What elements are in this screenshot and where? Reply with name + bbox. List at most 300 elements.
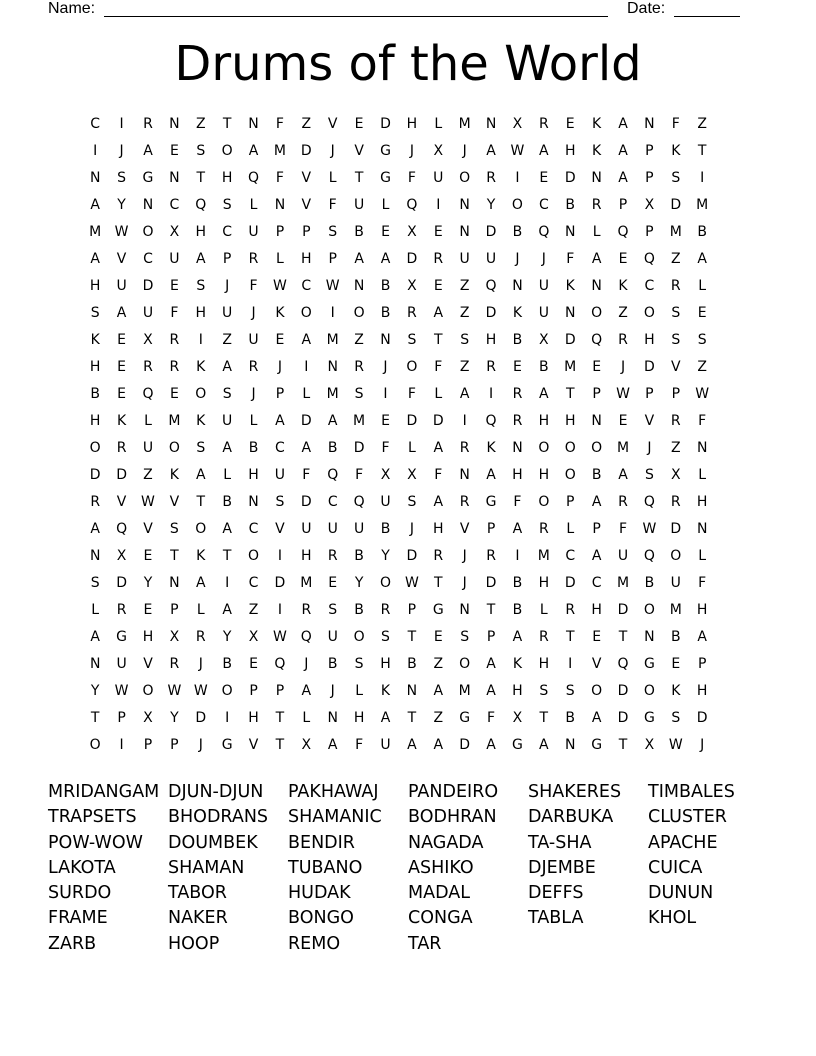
grid-letter: W: [273, 629, 287, 645]
word-list-item: PANDEIRO: [408, 782, 499, 802]
grid-letter: O: [248, 548, 260, 564]
grid-letter: O: [459, 656, 471, 672]
grid-letter: E: [117, 359, 127, 375]
grid-letter: Q: [248, 170, 260, 186]
grid-letter: D: [564, 575, 576, 591]
grid-letter: R: [486, 548, 496, 564]
grid-letter: W: [616, 386, 630, 402]
grid-letter: T: [486, 602, 496, 618]
grid-letter: V: [143, 656, 153, 672]
grid-letter: F: [302, 467, 311, 483]
grid-letter: A: [222, 440, 232, 456]
grid-letter: R: [670, 413, 681, 429]
grid-letter: D: [485, 224, 497, 240]
grid-letter: N: [591, 170, 602, 186]
grid-letter: L: [539, 602, 548, 618]
grid-letter: Q: [485, 413, 497, 429]
grid-letter: A: [327, 737, 338, 753]
grid-letter: E: [592, 359, 602, 375]
grid-letter: L: [223, 467, 232, 483]
grid-letter: A: [248, 143, 259, 159]
word-list-item: SHAKERES: [528, 782, 622, 802]
grid-letter: Q: [591, 332, 603, 348]
grid-letter: M: [564, 359, 577, 375]
grid-letter: G: [380, 143, 391, 159]
word-list-item: DJUN-DJUN: [168, 782, 264, 802]
grid-letter: T: [196, 170, 206, 186]
grid-letter: J: [119, 143, 124, 159]
grid-letter: Z: [143, 467, 153, 483]
grid-letter: T: [275, 737, 285, 753]
grid-letter: R: [512, 413, 523, 429]
grid-letter: R: [90, 494, 101, 510]
grid-letter: I: [119, 737, 124, 753]
grid-letter: O: [168, 440, 180, 456]
grid-letter: P: [328, 251, 337, 267]
grid-letter: R: [486, 170, 496, 186]
grid-letter: Y: [90, 683, 100, 699]
grid-letter: R: [195, 629, 206, 645]
grid-letter: P: [275, 224, 285, 240]
grid-letter: E: [249, 656, 258, 672]
grid-letter: R: [538, 116, 549, 132]
grid-letter: B: [354, 602, 364, 618]
grid-letter: C: [644, 278, 655, 294]
grid-letter: O: [538, 440, 550, 456]
grid-letter: D: [617, 602, 629, 618]
grid-letter: G: [432, 602, 444, 618]
grid-letter: H: [564, 413, 576, 429]
grid-letter: K: [116, 413, 127, 429]
grid-letter: A: [618, 143, 628, 159]
grid-letter: Z: [697, 116, 707, 132]
grid-letter: I: [93, 143, 98, 159]
grid-letter: E: [328, 575, 338, 591]
grid-letter: Y: [381, 548, 390, 564]
grid-letter: Q: [643, 251, 655, 267]
grid-letter: F: [434, 359, 443, 375]
grid-letter: Y: [117, 197, 126, 213]
grid-letter: O: [195, 386, 207, 402]
grid-letter: Z: [459, 305, 470, 321]
grid-letter: E: [618, 413, 628, 429]
grid-letter: U: [433, 170, 444, 186]
grid-letter: O: [564, 467, 576, 483]
grid-row: [82, 192, 742, 219]
grid-letter: V: [143, 521, 153, 537]
grid-letter: T: [565, 386, 575, 402]
grid-letter: I: [488, 386, 494, 402]
grid-row: [82, 300, 742, 327]
grid-letter: N: [696, 440, 708, 456]
grid-letter: E: [671, 656, 681, 672]
grid-letter: L: [196, 602, 205, 618]
grid-letter: U: [538, 305, 549, 321]
grid-letter: W: [668, 737, 683, 753]
word-list-item: SHAMANIC: [288, 807, 382, 828]
word-list-item: DJEMBE: [528, 857, 596, 878]
grid-letter: C: [275, 440, 285, 456]
word-list-item: BODHRAN: [408, 807, 497, 828]
grid-letter: A: [486, 737, 496, 753]
word-list-item: TA-SHA: [528, 832, 592, 853]
grid-row: [82, 408, 742, 435]
grid-letter: I: [225, 710, 230, 726]
grid-letter: L: [249, 413, 258, 429]
grid-letter: L: [355, 683, 363, 699]
grid-letter: P: [222, 251, 232, 267]
grid-letter: O: [89, 737, 101, 753]
word-list-item: NAGADA: [408, 832, 484, 853]
grid-letter: U: [248, 332, 259, 348]
grid-letter: J: [647, 440, 652, 456]
grid-letter: S: [354, 386, 364, 402]
grid-letter: O: [142, 683, 154, 699]
grid-letter: N: [380, 332, 391, 348]
grid-letter: S: [407, 332, 417, 348]
grid-letter: K: [196, 359, 206, 375]
grid-letter: A: [195, 575, 206, 591]
grid-letter: H: [248, 467, 259, 483]
grid-letter: S: [565, 683, 575, 699]
grid-letter: B: [327, 656, 338, 672]
grid-letter: A: [116, 305, 127, 321]
grid-letter: Q: [300, 629, 312, 645]
grid-letter: E: [381, 413, 390, 429]
grid-letter: Y: [170, 710, 179, 726]
grid-letter: G: [459, 710, 471, 726]
grid-letter: E: [381, 224, 390, 240]
grid-letter: K: [512, 305, 523, 321]
grid-letter: N: [591, 278, 602, 294]
grid-letter: L: [592, 224, 601, 240]
grid-letter: B: [512, 224, 523, 240]
grid-letter: A: [433, 305, 444, 321]
grid-letter: V: [301, 170, 312, 186]
grid-letter: C: [222, 224, 233, 240]
grid-letter: O: [591, 440, 603, 456]
grid-letter: M: [353, 413, 366, 429]
grid-letter: S: [697, 332, 707, 348]
grid-letter: J: [304, 656, 309, 672]
grid-letter: J: [409, 521, 414, 537]
grid-letter: J: [198, 737, 203, 753]
grid-letter: Q: [406, 197, 418, 213]
grid-row: [82, 516, 742, 543]
grid-letter: L: [328, 170, 337, 186]
grid-letter: I: [225, 575, 230, 591]
grid-letter: W: [510, 143, 525, 159]
grid-letter: Q: [617, 656, 629, 672]
word-list-item: DUNUN: [648, 883, 714, 904]
grid-letter: H: [564, 143, 576, 159]
grid-letter: Z: [459, 278, 470, 294]
grid-letter: O: [591, 305, 603, 321]
grid-letter: R: [618, 494, 628, 510]
grid-letter: P: [566, 494, 575, 510]
grid-letter: N: [169, 170, 180, 186]
grid-letter: E: [433, 224, 443, 240]
word-list-item: PAKHAWAJ: [288, 782, 379, 802]
word-list-row: [48, 856, 778, 881]
grid-letter: T: [275, 710, 285, 726]
grid-row: [82, 165, 742, 192]
grid-letter: B: [90, 386, 100, 402]
word-list-item: APACHE: [648, 832, 718, 853]
grid-letter: Z: [222, 332, 232, 348]
grid-row: [82, 435, 742, 462]
word-list-item: NAKER: [168, 908, 228, 929]
grid-letter: S: [196, 440, 206, 456]
grid-letter: M: [168, 413, 181, 429]
grid-letter: T: [697, 143, 707, 159]
grid-letter: F: [671, 116, 680, 132]
grid-letter: J: [198, 656, 203, 672]
grid-letter: M: [300, 575, 313, 591]
grid-letter: H: [221, 170, 233, 186]
grid-letter: P: [117, 710, 126, 726]
grid-letter: S: [460, 629, 470, 645]
grid-letter: K: [196, 548, 206, 564]
grid-letter: C: [248, 575, 259, 591]
worksheet-header: [48, 0, 748, 20]
grid-letter: B: [644, 575, 655, 591]
grid-letter: I: [277, 548, 282, 564]
grid-letter: E: [143, 548, 153, 564]
grid-letter: L: [381, 197, 390, 213]
grid-letter: I: [436, 197, 441, 213]
grid-letter: F: [513, 494, 522, 510]
grid-letter: Z: [354, 332, 364, 348]
grid-letter: L: [434, 116, 443, 132]
grid-row: [82, 678, 742, 705]
grid-letter: R: [169, 359, 180, 375]
grid-letter: N: [564, 224, 576, 240]
grid-letter: M: [89, 224, 102, 240]
grid-letter: N: [696, 521, 708, 537]
grid-letter: A: [195, 251, 206, 267]
grid-letter: I: [462, 413, 467, 429]
grid-letter: R: [670, 278, 681, 294]
grid-letter: P: [143, 737, 153, 753]
grid-letter: A: [143, 143, 153, 159]
grid-letter: O: [643, 683, 655, 699]
grid-letter: D: [564, 170, 576, 186]
grid-letter: R: [538, 629, 549, 645]
grid-letter: D: [670, 521, 682, 537]
grid-row: [82, 489, 742, 516]
grid-letter: Z: [195, 116, 206, 132]
grid-letter: R: [433, 548, 444, 564]
grid-letter: P: [170, 602, 179, 618]
grid-letter: I: [515, 170, 520, 186]
grid-row: [82, 219, 742, 246]
grid-letter: M: [273, 143, 286, 159]
grid-letter: B: [380, 278, 391, 294]
grid-letter: F: [618, 521, 628, 537]
word-list-item: CUICA: [648, 857, 703, 878]
grid-letter: Y: [143, 575, 153, 591]
grid-letter: S: [275, 494, 285, 510]
grid-row: [82, 246, 742, 273]
grid-letter: Q: [538, 224, 550, 240]
word-list-row: [48, 805, 778, 830]
date-field[interactable]: [674, 16, 740, 17]
grid-letter: F: [698, 413, 707, 429]
grid-letter: A: [301, 332, 312, 348]
grid-letter: X: [143, 332, 153, 348]
grid-letter: J: [277, 359, 282, 375]
grid-letter: N: [564, 305, 576, 321]
grid-letter: N: [406, 683, 418, 699]
grid-letter: Z: [301, 116, 312, 132]
grid-letter: Q: [485, 278, 497, 294]
grid-letter: V: [327, 116, 338, 132]
grid-letter: A: [539, 143, 549, 159]
name-label: Name:: [48, 0, 96, 17]
grid-letter: E: [592, 629, 602, 645]
grid-row: [82, 381, 742, 408]
grid-letter: X: [670, 467, 681, 483]
grid-letter: M: [458, 116, 471, 132]
grid-letter: D: [670, 197, 682, 213]
grid-letter: X: [407, 467, 417, 483]
grid-letter: H: [696, 494, 708, 510]
grid-letter: H: [380, 656, 391, 672]
grid-letter: W: [114, 683, 129, 699]
grid-letter: H: [512, 683, 523, 699]
grid-letter: H: [538, 656, 550, 672]
grid-letter: X: [644, 737, 655, 753]
grid-letter: H: [512, 467, 523, 483]
grid-letter: S: [169, 521, 179, 537]
grid-letter: H: [433, 521, 444, 537]
grid-letter: M: [616, 575, 630, 591]
grid-letter: I: [277, 602, 282, 618]
grid-letter: U: [485, 251, 497, 267]
grid-letter: D: [696, 710, 708, 726]
grid-letter: Q: [195, 197, 207, 213]
grid-letter: D: [485, 305, 497, 321]
grid-letter: W: [193, 683, 208, 699]
grid-letter: L: [698, 278, 707, 294]
grid-letter: T: [170, 548, 179, 564]
grid-letter: A: [618, 170, 628, 186]
grid-letter: S: [671, 332, 681, 348]
grid-letter: M: [326, 386, 339, 402]
grid-letter: O: [142, 224, 154, 240]
grid-letter: W: [167, 683, 182, 699]
grid-letter: A: [222, 359, 232, 375]
grid-letter: J: [515, 251, 520, 267]
grid-letter: A: [195, 467, 206, 483]
grid-letter: E: [565, 116, 575, 132]
grid-letter: O: [221, 143, 233, 159]
grid-letter: D: [195, 710, 207, 726]
grid-row: [82, 705, 742, 732]
grid-letter: R: [143, 116, 153, 132]
grid-letter: H: [248, 710, 259, 726]
grid-row: [82, 138, 742, 165]
grid-letter: G: [116, 629, 128, 645]
grid-letter: S: [671, 710, 681, 726]
grid-letter: J: [251, 305, 256, 321]
grid-letter: P: [645, 170, 654, 186]
grid-letter: R: [116, 602, 127, 618]
word-list-row: [48, 831, 778, 856]
grid-letter: H: [301, 548, 312, 564]
grid-letter: P: [275, 386, 285, 402]
word-list-item: BENDIR: [288, 832, 355, 853]
grid-letter: K: [169, 467, 179, 483]
grid-letter: D: [644, 359, 655, 375]
grid-letter: A: [591, 710, 602, 726]
grid-letter: V: [116, 494, 127, 510]
grid-letter: M: [669, 224, 682, 240]
grid-letter: K: [512, 656, 523, 672]
grid-letter: U: [169, 251, 180, 267]
grid-letter: S: [644, 467, 654, 483]
grid-letter: Y: [354, 575, 364, 591]
grid-letter: S: [354, 656, 364, 672]
word-list-item: FRAME: [48, 908, 108, 929]
grid-letter: Z: [670, 440, 681, 456]
grid-letter: P: [645, 224, 654, 240]
grid-letter: K: [592, 143, 602, 159]
grid-letter: X: [407, 224, 417, 240]
grid-letter: U: [327, 629, 338, 645]
grid-letter: W: [404, 575, 419, 591]
grid-letter: D: [300, 494, 312, 510]
grid-letter: E: [433, 278, 443, 294]
grid-letter: D: [432, 413, 444, 429]
grid-letter: D: [617, 683, 629, 699]
grid-letter: X: [169, 224, 180, 240]
grid-letter: O: [670, 548, 682, 564]
grid-row: [82, 327, 742, 354]
name-field[interactable]: [104, 16, 608, 17]
grid-letter: H: [644, 332, 655, 348]
word-list-item: CONGA: [408, 908, 473, 929]
word-search-grid: [82, 111, 742, 759]
grid-letter: S: [117, 170, 127, 186]
grid-letter: H: [89, 278, 101, 294]
grid-letter: T: [196, 494, 206, 510]
grid-letter: A: [618, 467, 628, 483]
grid-letter: U: [617, 548, 629, 564]
grid-letter: G: [643, 656, 655, 672]
page-title: Drums of the World: [174, 36, 642, 92]
grid-letter: S: [328, 602, 338, 618]
grid-letter: X: [407, 278, 417, 294]
grid-letter: I: [330, 305, 335, 321]
grid-letter: K: [380, 683, 391, 699]
grid-letter: K: [592, 116, 602, 132]
grid-letter: B: [354, 224, 364, 240]
grid-letter: R: [538, 521, 549, 537]
grid-letter: U: [353, 521, 365, 537]
grid-letter: A: [90, 251, 100, 267]
grid-letter: J: [541, 251, 546, 267]
grid-letter: F: [566, 251, 575, 267]
grid-letter: S: [222, 386, 232, 402]
grid-letter: P: [486, 629, 496, 645]
grid-letter: Q: [116, 521, 128, 537]
grid-letter: S: [671, 305, 681, 321]
grid-letter: F: [170, 305, 179, 321]
grid-letter: T: [407, 710, 417, 726]
grid-letter: X: [116, 548, 127, 564]
